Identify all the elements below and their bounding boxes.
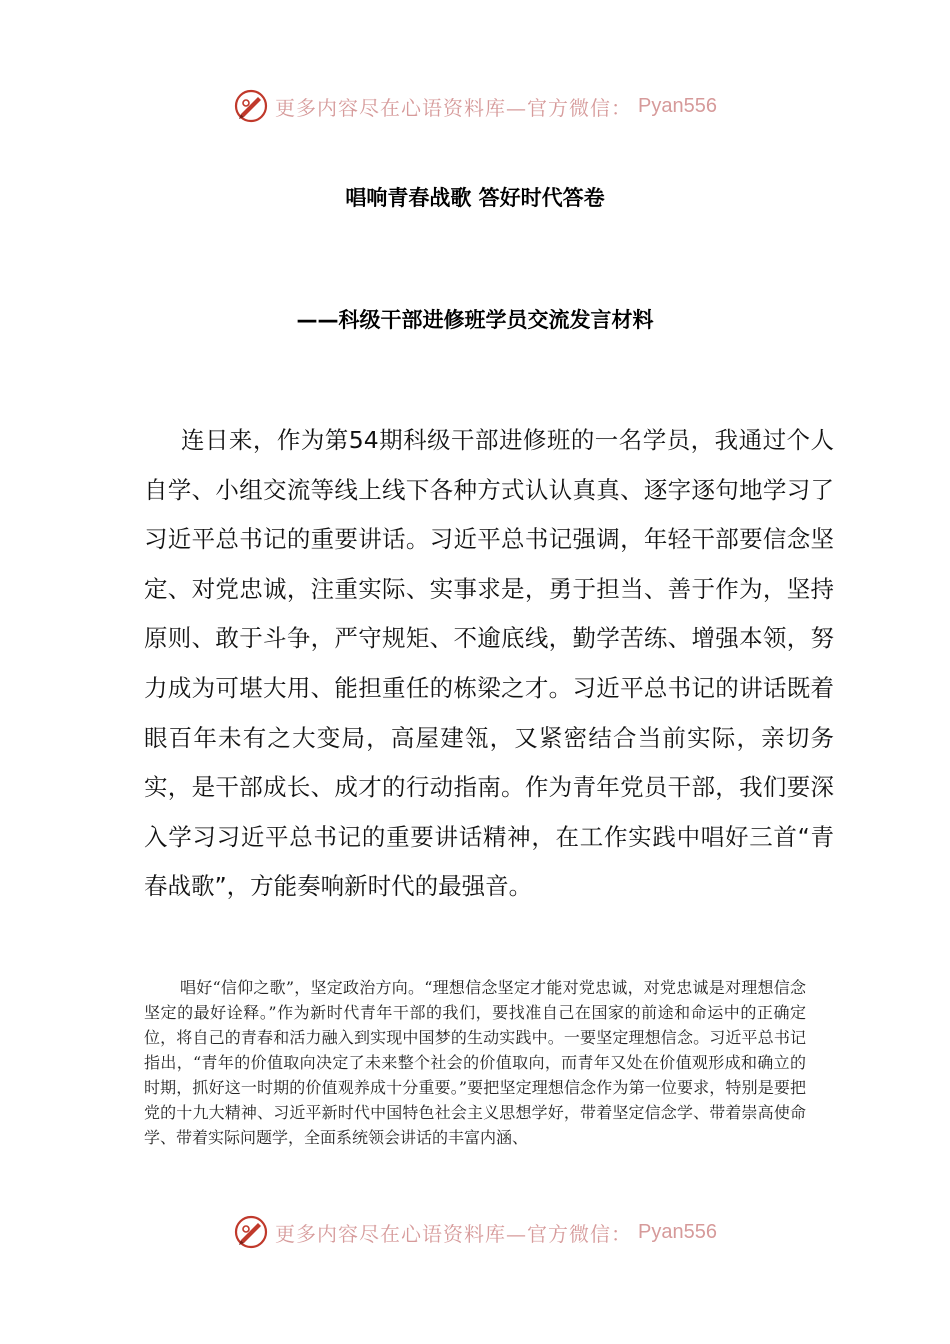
footer-watermark	[0, 1212, 950, 1252]
watermark-text: 更多内容尽在心语资料库—官方微信：	[275, 1221, 633, 1246]
document-title: 唱响青春战歌 答好时代答卷	[345, 186, 605, 210]
body-paragraph: 唱好“信仰之歌”，坚定政治方向。“理想信念坚定才能对党忠诚，对党忠诚是对理想信念坚定的最好诠释。”作为新时代青年干部的我们，要找准自己在国家的前途和命运中的正确定位，将自己的青春和活力融入到实现中国梦的生动实践中。一要坚定理想信念。习近平总书记指出，“青年的价值取向决定了未来整个社会的价值取向，而青年又处在价值观形成和确立的时期，抓好这一时期的价值观养成十分重要。”要把坚定理想信念作为第一位要求，特别是要把党的十九大精神、习近平新时代中国特色社会主义思想学好，带着坚定信念学、带着崇高使命学、带着实际问题学，全面系统领会讲话的丰富内涵、	[144, 978, 806, 1147]
watermark-wechat-id: Pyan556	[638, 1220, 717, 1243]
watermark-text: 更多内容尽在心语资料库—官方微信：	[275, 95, 633, 120]
pen-logo-icon	[233, 88, 269, 124]
intro-paragraph: 连日来，作为第54期科级干部进修班的一名学员，我通过个人自学、小组交流等线上线下各种方式认认真真、逐字逐句地学习了习近平总书记的重要讲话。习近平总书记强调，年轻干部要信念坚定、对党忠诚，注重实际、实事求是，勇于担当、善于作为，坚持原则、敢于斗争，严守规矩、不逾底线，勤学苦练、增强本领，努力成为可堪大用、能担重任的栋梁之才。习近平总书记的讲话既着眼百年未有之大变局，高屋建瓴，又紧密结合当前实际，亲切务实，是干部成长、成才的行动指南。作为青年党员干部，我们要深入学习习近平总书记的重要讲话精神，在工作实践中唱好三首“青春战歌”，方能奏响新时代的最强音。	[144, 426, 834, 901]
pen-logo-icon	[233, 1214, 269, 1250]
document-subtitle: ——科级干部进修班学员交流发言材料	[296, 308, 654, 332]
watermark-wechat-id: Pyan556	[638, 94, 717, 117]
header-watermark	[0, 86, 950, 126]
